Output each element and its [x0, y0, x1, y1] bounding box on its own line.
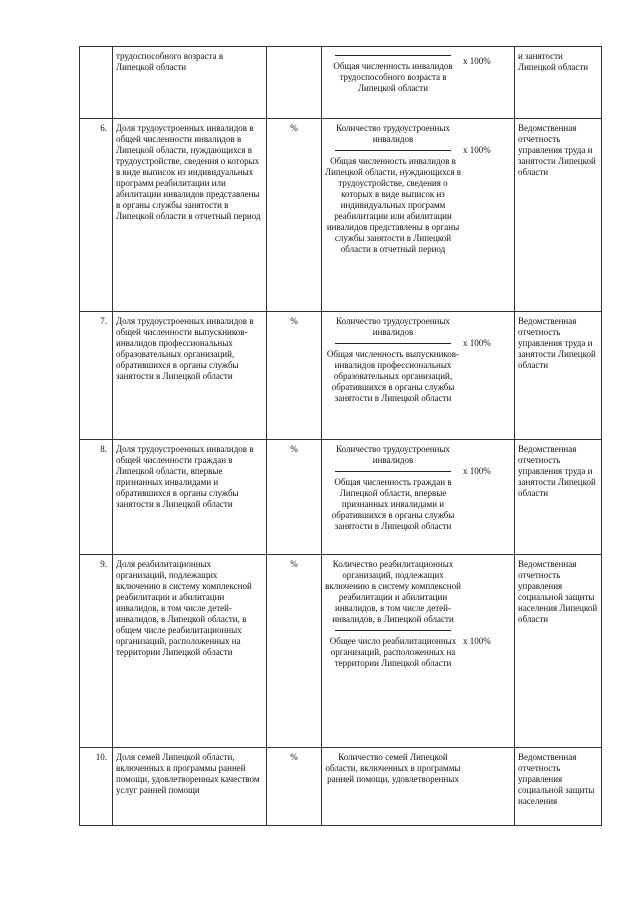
row-number: 7.: [80, 312, 113, 440]
formula-denominator: Общая численность инвалидов трудоспособного возраста в Липецкой области: [333, 61, 453, 93]
formula-denominator: Общая численность инвалидов в Липецкой области, нуждающихся в трудоустройстве, сведения о которых в виде выписок из индивидуальных программ реабилитации или абилитации инвалидов представлены в органы службы занятости в Липецкой области в отчетный период: [325, 156, 461, 254]
formula-multiplier: х 100%: [463, 338, 491, 348]
formula: [322, 119, 515, 312]
formula-denominator: Общее число реабилитационных организаций, расположенных на территории Липецкой области: [329, 636, 457, 668]
formula-numerator: Количество трудоустроенных инвалидов: [336, 444, 450, 465]
formula-numerator: Количество трудоустроенных инвалидов: [336, 123, 450, 144]
indicator-name: Доля трудоустроенных инвалидов в общей численности граждан в Липецкой области, впервые признанных инвалидами и обратившихся в органы службы занятости в Липецкой области: [113, 440, 267, 555]
formula-multiplier: х 100%: [463, 636, 491, 646]
fraction-line: [335, 630, 451, 631]
formula: [322, 440, 515, 555]
fraction-line: [335, 150, 451, 151]
unit: %: [267, 748, 322, 826]
indicator-name: Доля трудоустроенных инвалидов в общей численности инвалидов в Липецкой области, нуждающихся в трудоустройстве, сведения о которых в виде выписок из индивидуальных программ реабилитации или абилитации инвалидов представлены в органы службы занятости в Липецкой области в отчетный период: [113, 119, 267, 312]
data-source: Ведомственная отчетность управления социальной защиты населения: [515, 748, 602, 826]
table-row: [80, 119, 602, 312]
unit: [267, 47, 322, 119]
row-number: 10.: [80, 748, 113, 826]
formula-numerator: Количество реабилитационных организаций, подлежащих включению в систему комплексной реабилитации и абилитации инвалидов, в том числе детей-инвалидов, в Липецкой области: [325, 559, 461, 624]
row-number: 9.: [80, 555, 113, 748]
unit: %: [267, 440, 322, 555]
formula: [322, 748, 515, 826]
row-number: [80, 47, 113, 119]
formula: [322, 555, 515, 748]
unit: %: [267, 312, 322, 440]
table-row: [80, 440, 602, 555]
row-number: 8.: [80, 440, 113, 555]
data-source: и занятости Липецкой области: [515, 47, 602, 119]
fraction-line: [335, 471, 451, 472]
formula-denominator: Общая численность выпускников-инвалидов профессиональных образовательных организаций, обратившихся в органы службы занятости в Липецкой области: [326, 349, 460, 403]
formula: [322, 47, 515, 119]
table-row: [80, 312, 602, 440]
unit: %: [267, 555, 322, 748]
data-source: Ведомственная отчетность управления труда и занятости Липецкой области: [515, 119, 602, 312]
formula-numerator: Количество трудоустроенных инвалидов: [336, 316, 450, 337]
table-row: [80, 555, 602, 748]
table-row: [80, 47, 602, 119]
formula-denominator: Общая численность граждан в Липецкой области, впервые признанных инвалидами и обратившихся в органы службы занятости в Липецкой области: [331, 477, 455, 531]
table-row: [80, 748, 602, 826]
formula-numerator: Количество семей Липецкой области, включенных в программы ранней помощи, удовлетворенных: [325, 752, 461, 784]
data-source: Ведомственная отчетность управления труда и занятости Липецкой области: [515, 440, 602, 555]
data-source: Ведомственная отчетность управления труда и занятости Липецкой области: [515, 312, 602, 440]
indicator-name: Доля семей Липецкой области, включенных в программы ранней помощи, удовлетворенных качеством услуг ранней помощи: [113, 748, 267, 826]
unit: %: [267, 119, 322, 312]
formula-multiplier: х 100%: [463, 145, 491, 155]
row-number: 6.: [80, 119, 113, 312]
indicator-name: Доля реабилитационных организаций, подлежащих включению в систему комплексной реабилитации и абилитации инвалидов, в том числе детей-инвалидов, в Липецкой области, в общем числе реабилитационных организаций, расположенных на территории Липецкой области: [113, 555, 267, 748]
indicator-name: трудоспособного возраста в Липецкой области: [113, 47, 267, 119]
data-source: Ведомственная отчетность управления социальной защиты населения Липецкой области: [515, 555, 602, 748]
indicators-table: [79, 46, 602, 826]
formula-multiplier: х 100%: [463, 56, 491, 66]
formula: [322, 312, 515, 440]
fraction-line: [335, 55, 451, 56]
indicator-name: Доля трудоустроенных инвалидов в общей численности выпускников-инвалидов профессиональных образовательных организаций, обратившихся в органы службы занятости в Липецкой области: [113, 312, 267, 440]
formula-multiplier: х 100%: [463, 466, 491, 476]
fraction-line: [335, 343, 451, 344]
